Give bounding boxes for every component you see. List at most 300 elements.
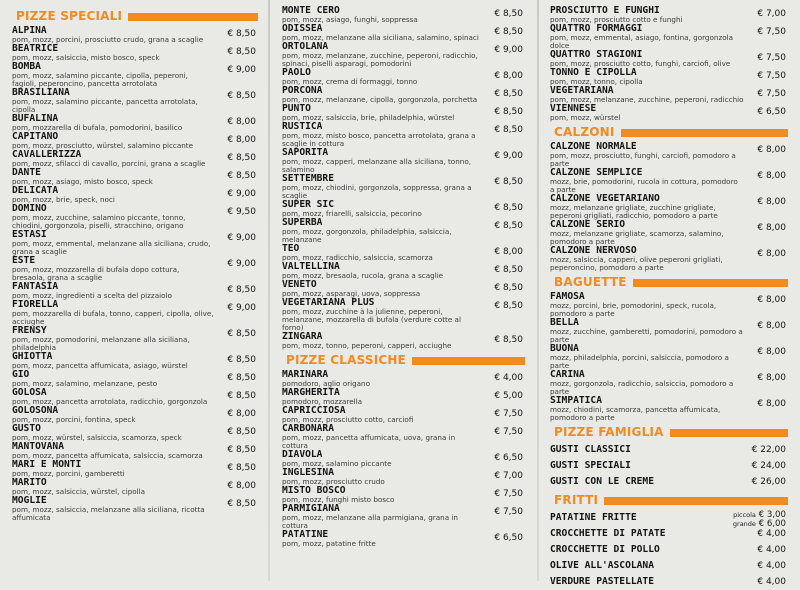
menu-item-price: € 7,00 — [494, 471, 523, 481]
menu-item-name: CARBONARA — [282, 423, 334, 434]
menu-item-price: € 9,00 — [227, 303, 256, 313]
menu-item-description: pom, mozz, asiago, misto bosco, speck — [12, 177, 153, 186]
menu-item-description: pom, mozz, melanzane alla siciliana, salamino, spinaci — [282, 33, 479, 42]
menu-item-name: BUFALINA — [12, 113, 59, 124]
menu-item-name: CALZONE NERVOSO — [550, 245, 637, 256]
menu-item-description: pom, mozz, salamino piccante — [282, 459, 392, 468]
section-title: CALZONI — [550, 124, 621, 141]
menu-item-gusti-speciali — [550, 458, 788, 474]
menu-item-name: SUPERBA — [282, 217, 323, 228]
menu-item-description: pom, mozz, asparagi, uova, soppressa — [282, 289, 421, 298]
menu-item-name: DELICATA — [12, 185, 59, 196]
menu-item-alpina — [12, 26, 258, 44]
menu-item-name: SUPER SIC — [282, 199, 334, 210]
menu-item-description: pom, mozz, pancetta affumicata, uova, grana in cottura — [282, 433, 456, 450]
menu-item-description: pom, mozz, salamino, melanzane, pesto — [12, 379, 158, 388]
menu-item-price: € 6,50 — [757, 107, 786, 117]
menu-item-description: pom, mozz, porcini, gamberetti — [12, 469, 125, 478]
menu-item-name: ZINGARA — [282, 331, 323, 342]
menu-item-name: SAPORITA — [282, 147, 329, 158]
menu-item-zingara — [282, 332, 525, 350]
menu-item-name: MARINARA — [282, 369, 329, 380]
section-title: PIZZE FAMIGLIA — [550, 424, 670, 441]
menu-item-price: € 7,50 — [757, 89, 786, 99]
menu-column-3 — [550, 0, 788, 587]
menu-item-name: PORCONA — [282, 85, 323, 96]
menu-item-name: MONTE CERO — [282, 5, 340, 16]
menu-item-capitano — [12, 132, 258, 150]
menu-item-name: ODISSEA — [282, 23, 323, 34]
menu-item-name: VENETO — [282, 279, 317, 290]
menu-item-description: mozz, porcini, brie, pomodorini, speck, rucola, pomodoro a parte — [550, 301, 717, 318]
menu-item-price: € 8,50 — [227, 91, 256, 101]
menu-item-price: € 7,50 — [757, 71, 786, 81]
menu-item-price: € 8,00 — [494, 247, 523, 257]
menu-item-name: GIO — [12, 369, 30, 380]
menu-item-price: € 8,50 — [227, 153, 256, 163]
menu-item-description: pom, mozz, capperi, melanzane alla siciliana, tonno, salamino — [282, 157, 472, 174]
menu-item-price: € 8,50 — [494, 27, 523, 37]
menu-item-price: € 7,50 — [494, 409, 523, 419]
menu-item-description: pom, mozz, prosciutto cotto, carciofi — [282, 415, 414, 424]
menu-item-price: € 22,00 — [751, 445, 786, 455]
menu-item-estasi — [12, 230, 258, 256]
menu-item-price: € 8,50 — [227, 463, 256, 473]
menu-item-crocchette-di-pollo — [550, 542, 788, 558]
menu-item-price: € 4,00 — [757, 577, 786, 587]
menu-item-ortolana — [282, 42, 525, 68]
menu-item-price: € 8,50 — [227, 427, 256, 437]
menu-item-price: € 8,50 — [227, 373, 256, 383]
menu-item-quattro-stagioni — [550, 50, 788, 68]
menu-item-name: ALPINA — [12, 25, 47, 36]
menu-item-name: MANTOVANA — [12, 441, 64, 452]
menu-item-price: € 8,00 — [227, 409, 256, 419]
menu-item-olive-all-ascolana — [550, 558, 788, 574]
menu-item-price: € 8,50 — [227, 499, 256, 509]
menu-item-frensy — [12, 326, 258, 352]
menu-item-description: pom, mozz, emmental, melanzane alla siciliana, crudo, grana a scaglie — [12, 239, 211, 256]
menu-item-price: € 8,00 — [757, 399, 786, 409]
fold-line-right — [537, 0, 539, 581]
menu-item-price: € 4,00 — [757, 529, 786, 539]
menu-item-name: FAMOSA — [550, 291, 585, 302]
menu-item-price: € 8,50 — [494, 125, 523, 135]
menu-item-name: GOLOSA — [12, 387, 47, 398]
menu-item-name: MARI E MONTI — [12, 459, 82, 470]
menu-item-price: € 8,50 — [227, 355, 256, 365]
menu-item-description: pom, mozz, pancetta affumicata, asiago, würstel — [12, 361, 188, 370]
menu-item-description: pom, mozz, crema di formaggi, tonno — [282, 77, 418, 86]
menu-item-price: € 9,00 — [227, 65, 256, 75]
menu-item-capricciosa — [282, 406, 525, 424]
menu-item-name: BEATRICE — [12, 43, 59, 54]
menu-item-paolo — [282, 68, 525, 86]
menu-item-name: PATATINE FRITTE — [550, 512, 637, 523]
menu-item-name: CALZONE VEGETARIANO — [550, 193, 660, 204]
menu-item-name: VIENNESE — [550, 103, 597, 114]
menu-item-description: pom, mozzarella di bufala, pomodorini, basilico — [12, 123, 183, 132]
menu-item-delicata — [12, 186, 258, 204]
menu-item-name: PAOLO — [282, 67, 311, 78]
menu-item-gio — [12, 370, 258, 388]
menu-item-description: pom, mozz, zucchine à la julienne, peperoni, melanzane, mozzarella di bufala (verdure cotte al forno) — [282, 307, 461, 332]
menu-item-beatrice — [12, 44, 258, 62]
menu-item-marito — [12, 478, 258, 496]
menu-item-price: € 4,00 — [757, 545, 786, 555]
menu-item-name: FANTASIA — [12, 281, 59, 292]
menu-item-gusto — [12, 424, 258, 442]
menu-item-price: € 24,00 — [751, 461, 786, 471]
menu-item-parmigiana — [282, 504, 525, 530]
section-header-calzoni — [550, 124, 788, 141]
menu-item-name: DANTE — [12, 167, 41, 178]
menu-item-bufalina — [12, 114, 258, 132]
menu-item-price: € 9,50 — [227, 207, 256, 217]
menu-item-name: GUSTO — [12, 423, 41, 434]
menu-item-description: mozz, zucchine, gamberetti, pomodorini, pomodoro a parte — [550, 327, 743, 344]
menu-item-description: pom, mozz, brie, speck, noci — [12, 195, 115, 204]
menu-item-price: € 7,50 — [757, 53, 786, 63]
menu-item-price: € 4,00 — [757, 561, 786, 571]
menu-item-name: GUSTI CLASSICI — [550, 444, 631, 455]
section-title: FRITTI — [550, 492, 604, 509]
menu-item-name: GUSTI CON LE CREME — [550, 476, 654, 487]
menu-item-calzone-normale — [550, 142, 788, 168]
menu-item-price: € 5,00 — [494, 391, 523, 401]
menu-item-saporita — [282, 148, 525, 174]
menu-item-description: pom, mozz, radicchio, salsiccia, scamorza — [282, 253, 433, 262]
menu-item-description: pom, mozz, prosciutto crudo — [282, 477, 385, 486]
menu-item-fiorella — [12, 300, 258, 326]
menu-item-patatine — [282, 530, 525, 548]
menu-item-name: VEGETARIANA — [550, 85, 614, 96]
menu-item-bella — [550, 318, 788, 344]
menu-item-description: pom, mozz, ingredienti a scelta del pizzaiolo — [12, 291, 172, 300]
menu-item-description: pom, mozz, gorgonzola, philadelphia, salsiccia, melanzane — [282, 227, 452, 244]
menu-item-price: € 9,00 — [227, 259, 256, 269]
menu-item-description: pom, mozz, bresaola, rucola, grana a scaglie — [282, 271, 444, 280]
menu-item-viennese — [550, 104, 788, 122]
menu-item-price: € 6,50 — [494, 453, 523, 463]
menu-item-description: pom, mozz, würstel, salsiccia, scamorza, speck — [12, 433, 182, 442]
menu-item-description: pom, mozz, salsiccia, misto bosco, speck — [12, 53, 160, 62]
menu-item-price: € 8,50 — [227, 285, 256, 295]
menu-item-price: € 8,50 — [227, 47, 256, 57]
menu-item-price: € 8,50 — [227, 391, 256, 401]
menu-item-misto-bosco — [282, 486, 525, 504]
menu-item-description: pom, mozz, prosciutto, würstel, salamino piccante — [12, 141, 194, 150]
menu-item-price: € 9,00 — [494, 151, 523, 161]
section-title: PIZZE CLASSICHE — [282, 352, 412, 369]
menu-item-name: QUATTRO FORMAGGI — [550, 23, 643, 34]
section-header-baguette — [550, 274, 788, 291]
menu-item-diavola — [282, 450, 525, 468]
menu-item-tonno-e-cipolla — [550, 68, 788, 86]
menu-item-name: CAPRICCIOSA — [282, 405, 346, 416]
menu-item-description: pomodoro, mozzarella — [282, 397, 363, 406]
menu-column-2 — [282, 0, 525, 581]
menu-item-marinara — [282, 370, 525, 388]
menu-item-carina — [550, 370, 788, 396]
menu-item-name: BELLA — [550, 317, 579, 328]
menu-item-description: pom, mozz, salsiccia, würstel, cipolla — [12, 487, 146, 496]
menu-item-description: mozz, salsiccia, capperi, olive peperoni grigliati, peperoncino, pomodoro a parte — [550, 255, 723, 272]
menu-item-description: pom, mozz, pomodorini, melanzane alla siciliana, philadelphia — [12, 335, 190, 352]
menu-item-price: € 8,00 — [227, 117, 256, 127]
menu-item-description: pom, mozz, pancetta arrotolata, radicchio, gorgonzola — [12, 397, 208, 406]
menu-item-price: € 7,50 — [494, 507, 523, 517]
menu-item-name: ESTE — [12, 255, 36, 266]
menu-item-name: MARITO — [12, 477, 47, 488]
menu-item-description: pom, mozz, zucchine, salamino piccante, tonno, chiodini, gorgonzola, piselli, stracchino, origano — [12, 213, 186, 230]
menu-item-mari-e-monti — [12, 460, 258, 478]
menu-item-teo — [282, 244, 525, 262]
menu-item-name: VALTELLINA — [282, 261, 340, 272]
menu-item-description: pom, mozz, melanzane, cipolla, gorgonzola, porchetta — [282, 95, 478, 104]
menu-item-description: pom, mozz, sfilacci di cavallo, porcini, grana a scaglie — [12, 159, 206, 168]
menu-item-veneto — [282, 280, 525, 298]
menu-item-quattro-formaggi — [550, 24, 788, 50]
menu-item-description: mozz, brie, pomodorini, rucola in cottura, pomodoro a parte — [550, 177, 738, 194]
menu-item-description: pom, mozz, prosciutto cotto, funghi, carciofi, olive — [550, 59, 731, 68]
menu-item-name: SETTEMBRE — [282, 173, 334, 184]
menu-item-price: € 8,00 — [227, 481, 256, 491]
menu-item-price: € 8,00 — [757, 373, 786, 383]
menu-item-gusti-con-le-creme — [550, 474, 788, 490]
menu-item-name: PATATINE — [282, 529, 329, 540]
menu-item-name: VERDURE PASTELLATE — [550, 576, 654, 587]
menu-item-price: € 7,50 — [494, 489, 523, 499]
menu-item-margherita — [282, 388, 525, 406]
menu-item-price: € 8,50 — [227, 171, 256, 181]
menu-item-name: GOLOSONA — [12, 405, 59, 416]
menu-item-description: pom, mozz, chiodini, gorgonzola, soppressa, grana a scaglie — [282, 183, 472, 200]
menu-item-famosa — [550, 292, 788, 318]
menu-item-price: € 8,50 — [227, 445, 256, 455]
menu-item-description: pom, mozz, melanzane alla parmigiana, grana in cottura — [282, 513, 458, 530]
menu-item-description: pom, mozz, porcini, prosciutto crudo, grana a scaglie — [12, 35, 204, 44]
menu-item-bomba — [12, 62, 258, 88]
menu-item-description: pom, mozz, tonno, peperoni, capperi, acciughe — [282, 341, 452, 350]
menu-item-name: RUSTICA — [282, 121, 323, 132]
menu-item-price: € 26,00 — [751, 477, 786, 487]
menu-item-superba — [282, 218, 525, 244]
menu-item-description: pom, mozzarella di bufala, tonno, capperi, cipolla, olive, acciughe — [12, 309, 214, 326]
menu-item-price: € 4,00 — [494, 373, 523, 383]
menu-item-vegetariana — [550, 86, 788, 104]
menu-item-description: pom, mozz, tonno, cipolla — [550, 77, 643, 86]
menu-item-description: pom, mozz, melanzane, zucchine, peperoni, radicchio, spinaci, piselli asparagi, pomodorini — [282, 51, 478, 68]
menu-item-patatine-fritte — [550, 510, 788, 529]
menu-item-vegetariana-plus — [282, 298, 525, 332]
menu-item-name: OLIVE ALL'ASCOLANA — [550, 560, 654, 571]
menu-item-name: MISTO BOSCO — [282, 485, 346, 496]
menu-item-description: mozz, philadelphia, porcini, salsiccia, pomodoro a parte — [550, 353, 729, 370]
menu-item-inglesina — [282, 468, 525, 486]
menu-item-moglie — [12, 496, 258, 522]
menu-item-description: pom, mozz, funghi misto bosco — [282, 495, 395, 504]
menu-item-settembre — [282, 174, 525, 200]
menu-item-price: € 8,50 — [494, 335, 523, 345]
menu-item-description: pom, mozz, salsiccia, brie, philadelphia, würstel — [282, 113, 455, 122]
menu-item-este — [12, 256, 258, 282]
menu-item-name: SIMPATICA — [550, 395, 602, 406]
size-label: grande — [732, 520, 756, 528]
menu-item-description: pomodoro, aglio origano — [282, 379, 370, 388]
menu-item-super-sic — [282, 200, 525, 218]
menu-item-name: TEO — [282, 243, 300, 254]
section-header-pizze-famiglia — [550, 424, 788, 441]
menu-item-name: GUSTI SPECIALI — [550, 460, 631, 471]
menu-item-name: PARMIGIANA — [282, 503, 340, 514]
menu-item-name: PROSCIUTTO E FUNGHI — [550, 5, 660, 16]
menu-item-description: pom, mozz, mozzarella di bufala dopo cottura, bresaola, grana a scaglie — [12, 265, 180, 282]
size-label: piccola — [733, 511, 756, 519]
menu-item-description: pom, mozz, emmental, asiago, fontina, gorgonzola dolce — [550, 33, 734, 50]
menu-item-name: FIORELLA — [12, 299, 59, 310]
menu-item-name: ORTOLANA — [282, 41, 329, 52]
menu-item-fantasia — [12, 282, 258, 300]
menu-item-price: € 8,00 — [494, 71, 523, 81]
section-header-pizze-classiche — [282, 352, 525, 369]
size-price: € 3,00 — [758, 510, 786, 520]
menu-item-price: € 8,50 — [494, 9, 523, 19]
menu-item-description: pom, mozz, prosciutto, funghi, carciofi, pomodoro a parte — [550, 151, 736, 168]
menu-item-name: BRASILIANA — [12, 87, 70, 98]
menu-item-name: DIAVOLA — [282, 449, 323, 460]
menu-item-name: CALZONE SERIO — [550, 219, 626, 230]
menu-item-odissea — [282, 24, 525, 42]
menu-column-1 — [12, 0, 258, 581]
menu-item-calzone-semplice — [550, 168, 788, 194]
menu-item-name: ESTASI — [12, 229, 47, 240]
menu-item-verdure-pastellate — [550, 574, 788, 590]
menu-item-price: € 8,50 — [494, 265, 523, 275]
menu-item-price: € 8,50 — [494, 203, 523, 213]
menu-item-name: DOMINO — [12, 203, 47, 214]
menu-item-name: CALZONE NORMALE — [550, 141, 637, 152]
menu-item-description: pom, mozz, melanzane, zucchine, peperoni, radicchio — [550, 95, 744, 104]
section-title: PIZZE SPECIALI — [12, 8, 128, 25]
menu-item-porcona — [282, 86, 525, 104]
menu-item-name: QUATTRO STAGIONI — [550, 49, 643, 60]
menu-item-price: € 9,00 — [227, 189, 256, 199]
menu-item-price: € 7,50 — [757, 27, 786, 37]
menu-item-name: BOMBA — [12, 61, 41, 72]
menu-item-price: € 7,50 — [494, 427, 523, 437]
menu-item-price: € 8,50 — [494, 301, 523, 311]
menu-item-name: CALZONE SEMPLICE — [550, 167, 643, 178]
menu-item-punto — [282, 104, 525, 122]
menu-item-price: € 8,50 — [494, 177, 523, 187]
menu-item-dante — [12, 168, 258, 186]
menu-item-crocchette-di-patate — [550, 526, 788, 542]
menu-item-gusti-classici — [550, 442, 788, 458]
menu-item-description: mozz, gorgonzola, radicchio, salsiccia, pomodoro a parte — [550, 379, 734, 396]
menu-item-name: BUONA — [550, 343, 579, 354]
menu-item-name: CARINA — [550, 369, 585, 380]
menu-item-price: € 8,50 — [227, 329, 256, 339]
menu-item-price: € 8,00 — [757, 223, 786, 233]
menu-item-name: TONNO E CIPOLLA — [550, 67, 637, 78]
menu-item-price: € 8,00 — [757, 321, 786, 331]
menu-item-price: € 6,50 — [494, 533, 523, 543]
menu-item-name: MARGHERITA — [282, 387, 340, 398]
menu-item-price: € 8,50 — [227, 29, 256, 39]
menu-item-ghiotta — [12, 352, 258, 370]
menu-item-description: pom, mozz, misto bosco, pancetta arrotolata, grana a scaglie in cottura — [282, 131, 476, 148]
menu-item-brasiliana — [12, 88, 258, 114]
menu-item-buona — [550, 344, 788, 370]
menu-item-price: € 9,00 — [227, 233, 256, 243]
menu-item-calzone-nervoso — [550, 246, 788, 272]
menu-item-description: pom, mozz, salsiccia, melanzane alla siciliana, ricotta affumicata — [12, 505, 205, 522]
menu-item-price: € 8,00 — [757, 295, 786, 305]
menu-item-name: CROCCHETTE DI POLLO — [550, 544, 660, 555]
menu-item-price: € 8,00 — [757, 197, 786, 207]
menu-item-name: CAPITANO — [12, 131, 59, 142]
section-header-pizze-speciali — [12, 8, 258, 25]
menu-item-monte-cero — [282, 6, 525, 24]
menu-item-description: mozz, melanzane grigliate, scamorza, salamino, pomodoro a parte — [550, 229, 724, 246]
menu-item-rustica — [282, 122, 525, 148]
menu-item-name: MOGLIE — [12, 495, 47, 506]
section-header-fritti — [550, 492, 788, 509]
menu-item-name: GHIOTTA — [12, 351, 53, 362]
menu-item-price: € 8,50 — [494, 107, 523, 117]
menu-item-price: € 8,50 — [494, 89, 523, 99]
menu-item-domino — [12, 204, 258, 230]
menu-item-calzone-serio — [550, 220, 788, 246]
menu-item-name: INGLESINA — [282, 467, 334, 478]
menu-item-description: pom, mozz, pancetta affumicata, salsiccia, scamorza — [12, 451, 203, 460]
menu-item-description: mozz, melanzane grigliate, zucchine grigliate, peperoni grigliati, radicchio, pomodoro a parte — [550, 203, 718, 220]
menu-item-prosciutto-e-funghi — [550, 6, 788, 24]
menu-item-name: PUNTO — [282, 103, 311, 114]
menu-item-cavallerizza — [12, 150, 258, 168]
menu-item-price: € 8,00 — [757, 145, 786, 155]
menu-item-name: CROCCHETTE DI PATATE — [550, 528, 666, 539]
menu-item-description: pom, mozz, asiago, funghi, soppressa — [282, 15, 418, 24]
menu-item-simpatica — [550, 396, 788, 422]
menu-item-description: pom, mozz, würstel — [550, 113, 621, 122]
menu-item-description: pom, mozz, salamino piccante, cipolla, peperoni, fagioli, peperoncino, pancetta arrotolata — [12, 71, 188, 88]
size-price: € 6,00 — [758, 519, 786, 529]
menu-item-name: VEGETARIANA PLUS — [282, 297, 375, 308]
menu-item-golosa — [12, 388, 258, 406]
menu-item-mantovana — [12, 442, 258, 460]
menu-item-price: € 8,50 — [494, 283, 523, 293]
menu-item-description: pom, mozz, friarelli, salsiccia, pecorino — [282, 209, 422, 218]
menu-item-description: pom, mozz, patatine fritte — [282, 539, 376, 548]
menu-item-description: pom, mozz, prosciutto cotto e funghi — [550, 15, 683, 24]
menu-item-price: € 8,00 — [757, 249, 786, 259]
menu-item-calzone-vegetariano — [550, 194, 788, 220]
section-title: BAGUETTE — [550, 274, 633, 291]
menu-item-price: € 9,00 — [494, 45, 523, 55]
menu-item-price: € 8,00 — [227, 135, 256, 145]
menu-item-price: € 8,00 — [757, 171, 786, 181]
menu-item-price: € 7,00 — [757, 9, 786, 19]
menu-item-golosona — [12, 406, 258, 424]
menu-item-name: FRENSY — [12, 325, 47, 336]
menu-item-description: pom, mozz, porcini, fontina, speck — [12, 415, 136, 424]
menu-item-valtellina — [282, 262, 525, 280]
menu-item-name: CAVALLERIZZA — [12, 149, 82, 160]
menu-item-carbonara — [282, 424, 525, 450]
menu-item-price: € 8,00 — [757, 347, 786, 357]
